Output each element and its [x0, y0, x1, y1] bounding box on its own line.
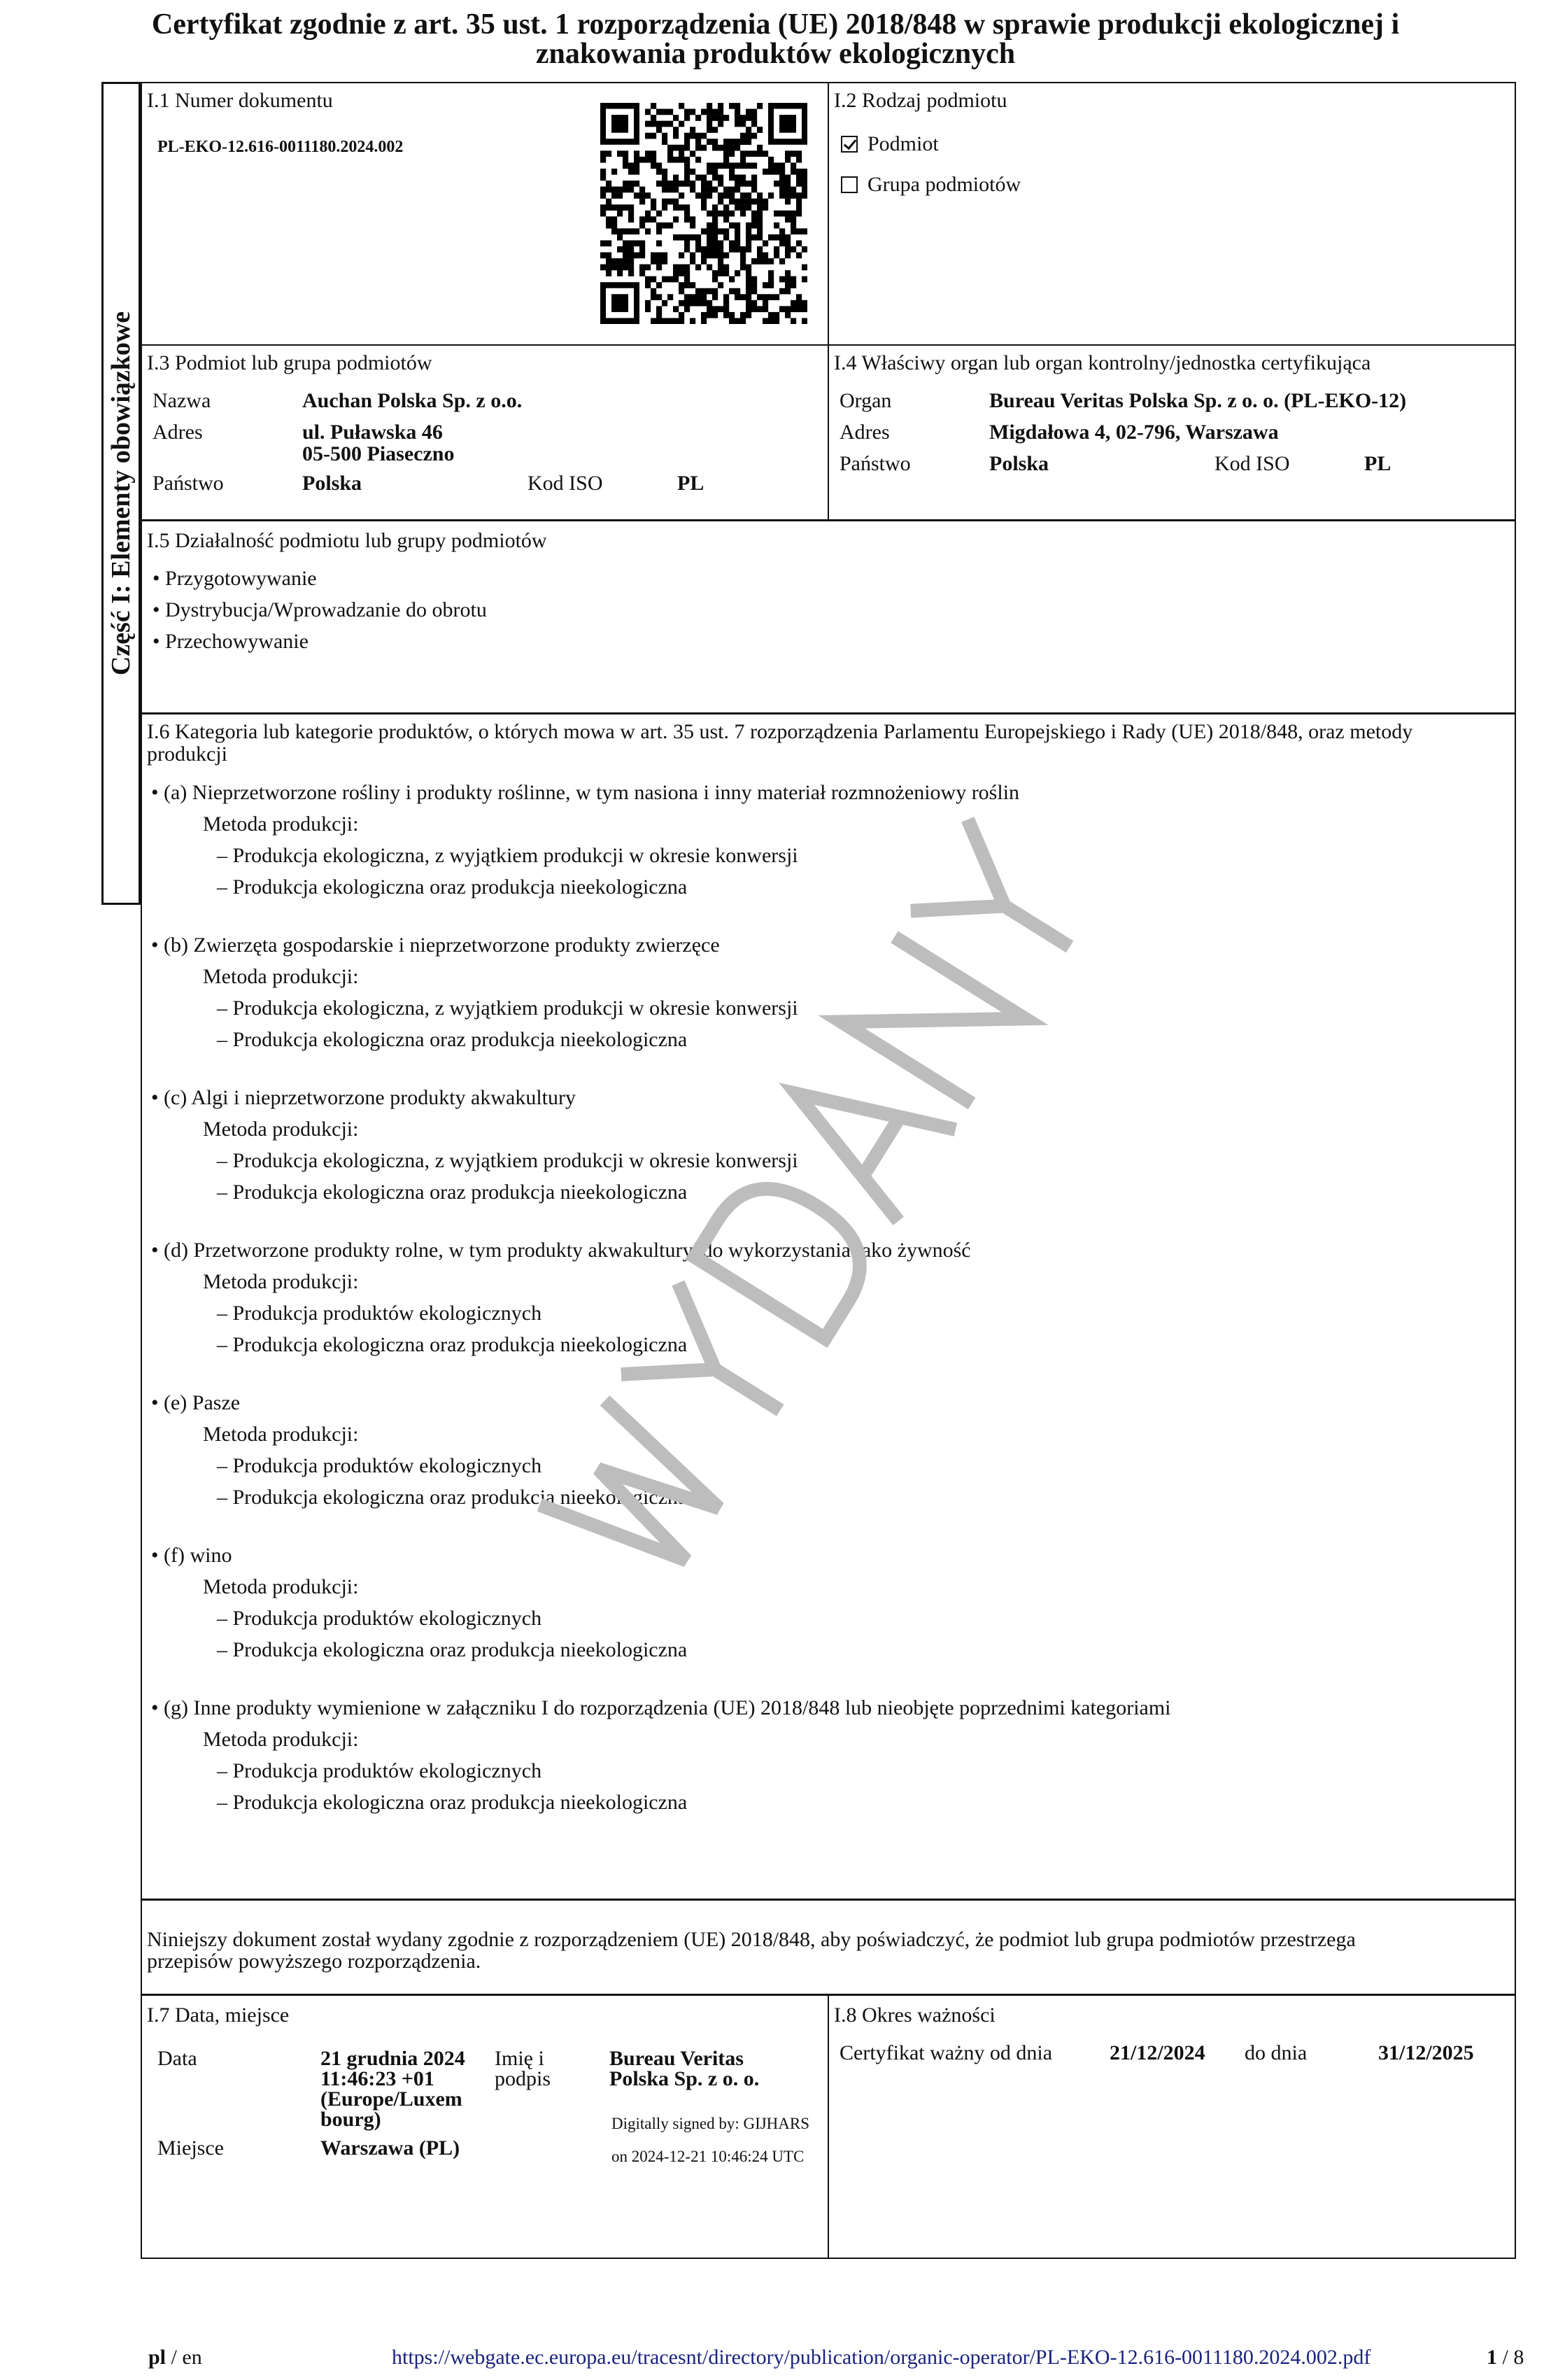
production-method: – Produkcja ekologiczna oraz produkcja nieekologiczna	[217, 1638, 688, 1661]
signer: Bureau Veritas	[609, 2047, 744, 2070]
organ-address-label: Adres	[840, 421, 890, 444]
date-line: 11:46:23 +01	[320, 2067, 434, 2090]
organ-country-label: Państwo	[840, 452, 911, 475]
organ-iso-label: Kod ISO	[1214, 452, 1290, 475]
production-method: – Produkcja ekologiczna, z wyjątkiem produkcji w okresie konwersji	[217, 844, 798, 867]
checkbox-icon[interactable]	[841, 176, 858, 193]
valid-to-label: do dnia	[1245, 2041, 1308, 2064]
category-item	[151, 929, 1501, 1055]
document-title: Certyfikat zgodnie z art. 35 ust. 1 rozporządzenia (UE) 2018/848 w sprawie produkcji ekologicznej i znakowania produktów ekologicznych	[151, 8, 1400, 70]
place-label: Miejsce	[157, 2136, 224, 2160]
country-label: Państwo	[153, 472, 224, 495]
document-number: PL-EKO-12.616-0011180.2024.002	[157, 138, 404, 156]
document-url-link[interactable]: https://webgate.ec.europa.eu/tracesnt/directory/publication/organic-operator/PL-EKO-12.616-0011180.2024.002.pdf	[392, 2346, 1371, 2369]
method-label: Metoda produkcji:	[203, 1270, 359, 1293]
divider	[141, 1899, 1516, 1901]
valid-to: 31/12/2025	[1378, 2041, 1474, 2064]
method-label: Metoda produkcji:	[203, 965, 359, 988]
signature-label: podpis	[495, 2067, 551, 2090]
production-method: – Produkcja ekologiczna oraz produkcja nieekologiczna	[217, 875, 688, 899]
i4-label: I.4 Właściwy organ lub organ kontrolny/jednostka certyfikująca	[834, 351, 1371, 374]
production-method: – Produkcja produktów ekologicznych	[217, 1607, 542, 1630]
category-item	[151, 777, 1501, 903]
digital-signature-date: on 2024-12-21 10:46:24 UTC	[611, 2148, 805, 2165]
i6-label: I.6 Kategoria lub kategorie produktów, o których mowa w art. 35 ust. 7 rozporządzenia Parlamentu Europejskiego i Rady (UE) 2018/848, oraz metody	[147, 720, 1413, 743]
language-switch: pl / en	[148, 2346, 202, 2369]
category-name: • (b) Zwierzęta gospodarskie i nieprzetworzone produkty zwierzęce	[151, 934, 720, 957]
method-label: Metoda produkcji:	[203, 812, 359, 836]
i1-label: I.1 Numer dokumentu	[147, 89, 333, 112]
category-name: • (a) Nieprzetworzone rośliny i produkty roślinne, w tym nasiona i inny materiał rozmnożeniowy roślin	[151, 781, 1020, 804]
category-name: • (d) Przetworzone produkty rolne, w tym produkty akwakultury, do wykorzystania jako żywność	[151, 1239, 971, 1262]
address-label: Adres	[153, 421, 203, 444]
category-item	[151, 1387, 1501, 1513]
organ-country: Polska	[989, 452, 1049, 475]
organ-name: Bureau Veritas Polska Sp. z o. o. (PL-EKO-12)	[989, 389, 1407, 412]
production-method: – Produkcja ekologiczna, z wyjątkiem produkcji w okresie konwersji	[217, 1149, 798, 1172]
qr-code-icon	[600, 103, 807, 324]
operator-address-line2: 05-500 Piaseczno	[302, 442, 455, 465]
production-method: – Produkcja ekologiczna oraz produkcja nieekologiczna	[217, 1486, 688, 1509]
signer: Polska Sp. z o. o.	[609, 2067, 760, 2090]
activity-item: • Przygotowywanie	[153, 567, 317, 590]
method-label: Metoda produkcji:	[203, 1575, 359, 1598]
operator-iso: PL	[677, 472, 704, 495]
page-indicator: 1 / 8	[1487, 2346, 1524, 2369]
operator-country: Polska	[302, 472, 362, 495]
signature-label: Imię i	[495, 2047, 544, 2070]
activity-item: • Dystrybucja/Wprowadzanie do obrotu	[153, 598, 487, 621]
organ-label: Organ	[840, 389, 892, 412]
production-method: – Produkcja produktów ekologicznych	[217, 1759, 542, 1782]
category-item	[151, 1692, 1501, 1818]
side-label: Część I: Elementy obowiązkowe	[106, 311, 136, 676]
method-label: Metoda produkcji:	[203, 1423, 359, 1446]
production-method: – Produkcja ekologiczna oraz produkcja nieekologiczna	[217, 1333, 688, 1356]
option-podmiot[interactable]: Podmiot	[841, 133, 939, 155]
iso-label: Kod ISO	[527, 472, 603, 495]
divider	[828, 1994, 829, 2259]
option-grupa-podmiotow[interactable]: Grupa podmiotów	[841, 174, 1021, 196]
production-method: – Produkcja ekologiczna oraz produkcja nieekologiczna	[217, 1181, 688, 1204]
date-line: 21 grudnia 2024	[320, 2047, 465, 2070]
place: Warszawa (PL)	[320, 2136, 460, 2160]
category-item	[151, 1540, 1501, 1666]
category-item	[151, 1082, 1501, 1208]
date-line: bourg)	[320, 2108, 381, 2131]
activity-item: • Przechowywanie	[153, 630, 309, 653]
statement-cont: przepisów powyższego rozporządzenia.	[147, 1950, 481, 1973]
divider	[141, 712, 1516, 714]
i6-label-cont: produkcji	[147, 742, 227, 766]
category-name: • (g) Inne produkty wymienione w załączniku I do rozporządzenia (UE) 2018/848 lub nieobjęte poprzednimi kategoriami	[151, 1696, 1171, 1719]
i8-label: I.8 Okres ważności	[834, 2004, 996, 2027]
product-categories	[151, 777, 1501, 1845]
method-label: Metoda produkcji:	[203, 1118, 359, 1141]
divider	[828, 82, 829, 520]
category-name: • (c) Algi i nieprzetworzone produkty akwakultury	[151, 1086, 576, 1109]
production-method: – Produkcja ekologiczna, z wyjątkiem produkcji w okresie konwersji	[217, 997, 798, 1020]
i2-label: I.2 Rodzaj podmiotu	[834, 89, 1007, 112]
method-label: Metoda produkcji:	[203, 1728, 359, 1751]
name-label: Nazwa	[153, 389, 211, 412]
category-name: • (f) wino	[151, 1544, 232, 1567]
valid-from: 21/12/2024	[1110, 2041, 1205, 2064]
production-method: – Produkcja ekologiczna oraz produkcja nieekologiczna	[217, 1028, 688, 1051]
date-label: Data	[157, 2047, 197, 2070]
production-method: – Produkcja ekologiczna oraz produkcja nieekologiczna	[217, 1791, 688, 1814]
organ-iso: PL	[1364, 452, 1391, 475]
i5-label: I.5 Działalność podmiotu lub grupy podmiotów	[147, 529, 547, 552]
production-method: – Produkcja produktów ekologicznych	[217, 1454, 542, 1477]
i3-label: I.3 Podmiot lub grupa podmiotów	[147, 351, 432, 374]
valid-from-label: Certyfikat ważny od dnia	[840, 2041, 1053, 2064]
date-line: (Europe/Luxem	[320, 2087, 462, 2111]
organ-address: Migdałowa 4, 02-796, Warszawa	[989, 421, 1279, 444]
checkbox-checked-icon[interactable]	[841, 136, 858, 153]
statement: Niniejszy dokument został wydany zgodnie z rozporządzeniem (UE) 2018/848, aby poświadczyć, że podmiot lub grupa podmiotów przestrzega	[147, 1928, 1356, 1951]
production-method: – Produkcja produktów ekologicznych	[217, 1302, 542, 1325]
operator-name: Auchan Polska Sp. z o.o.	[302, 389, 523, 412]
language-other[interactable]: en	[182, 2346, 202, 2369]
operator-address-line1: ul. Puławska 46	[302, 421, 443, 444]
i7-label: I.7 Data, miejsce	[147, 2004, 290, 2027]
category-item	[151, 1234, 1501, 1360]
category-name: • (e) Pasze	[151, 1391, 241, 1414]
digital-signature: Digitally signed by: GIJHARS	[611, 2115, 810, 2132]
language-current[interactable]: pl	[148, 2346, 167, 2369]
